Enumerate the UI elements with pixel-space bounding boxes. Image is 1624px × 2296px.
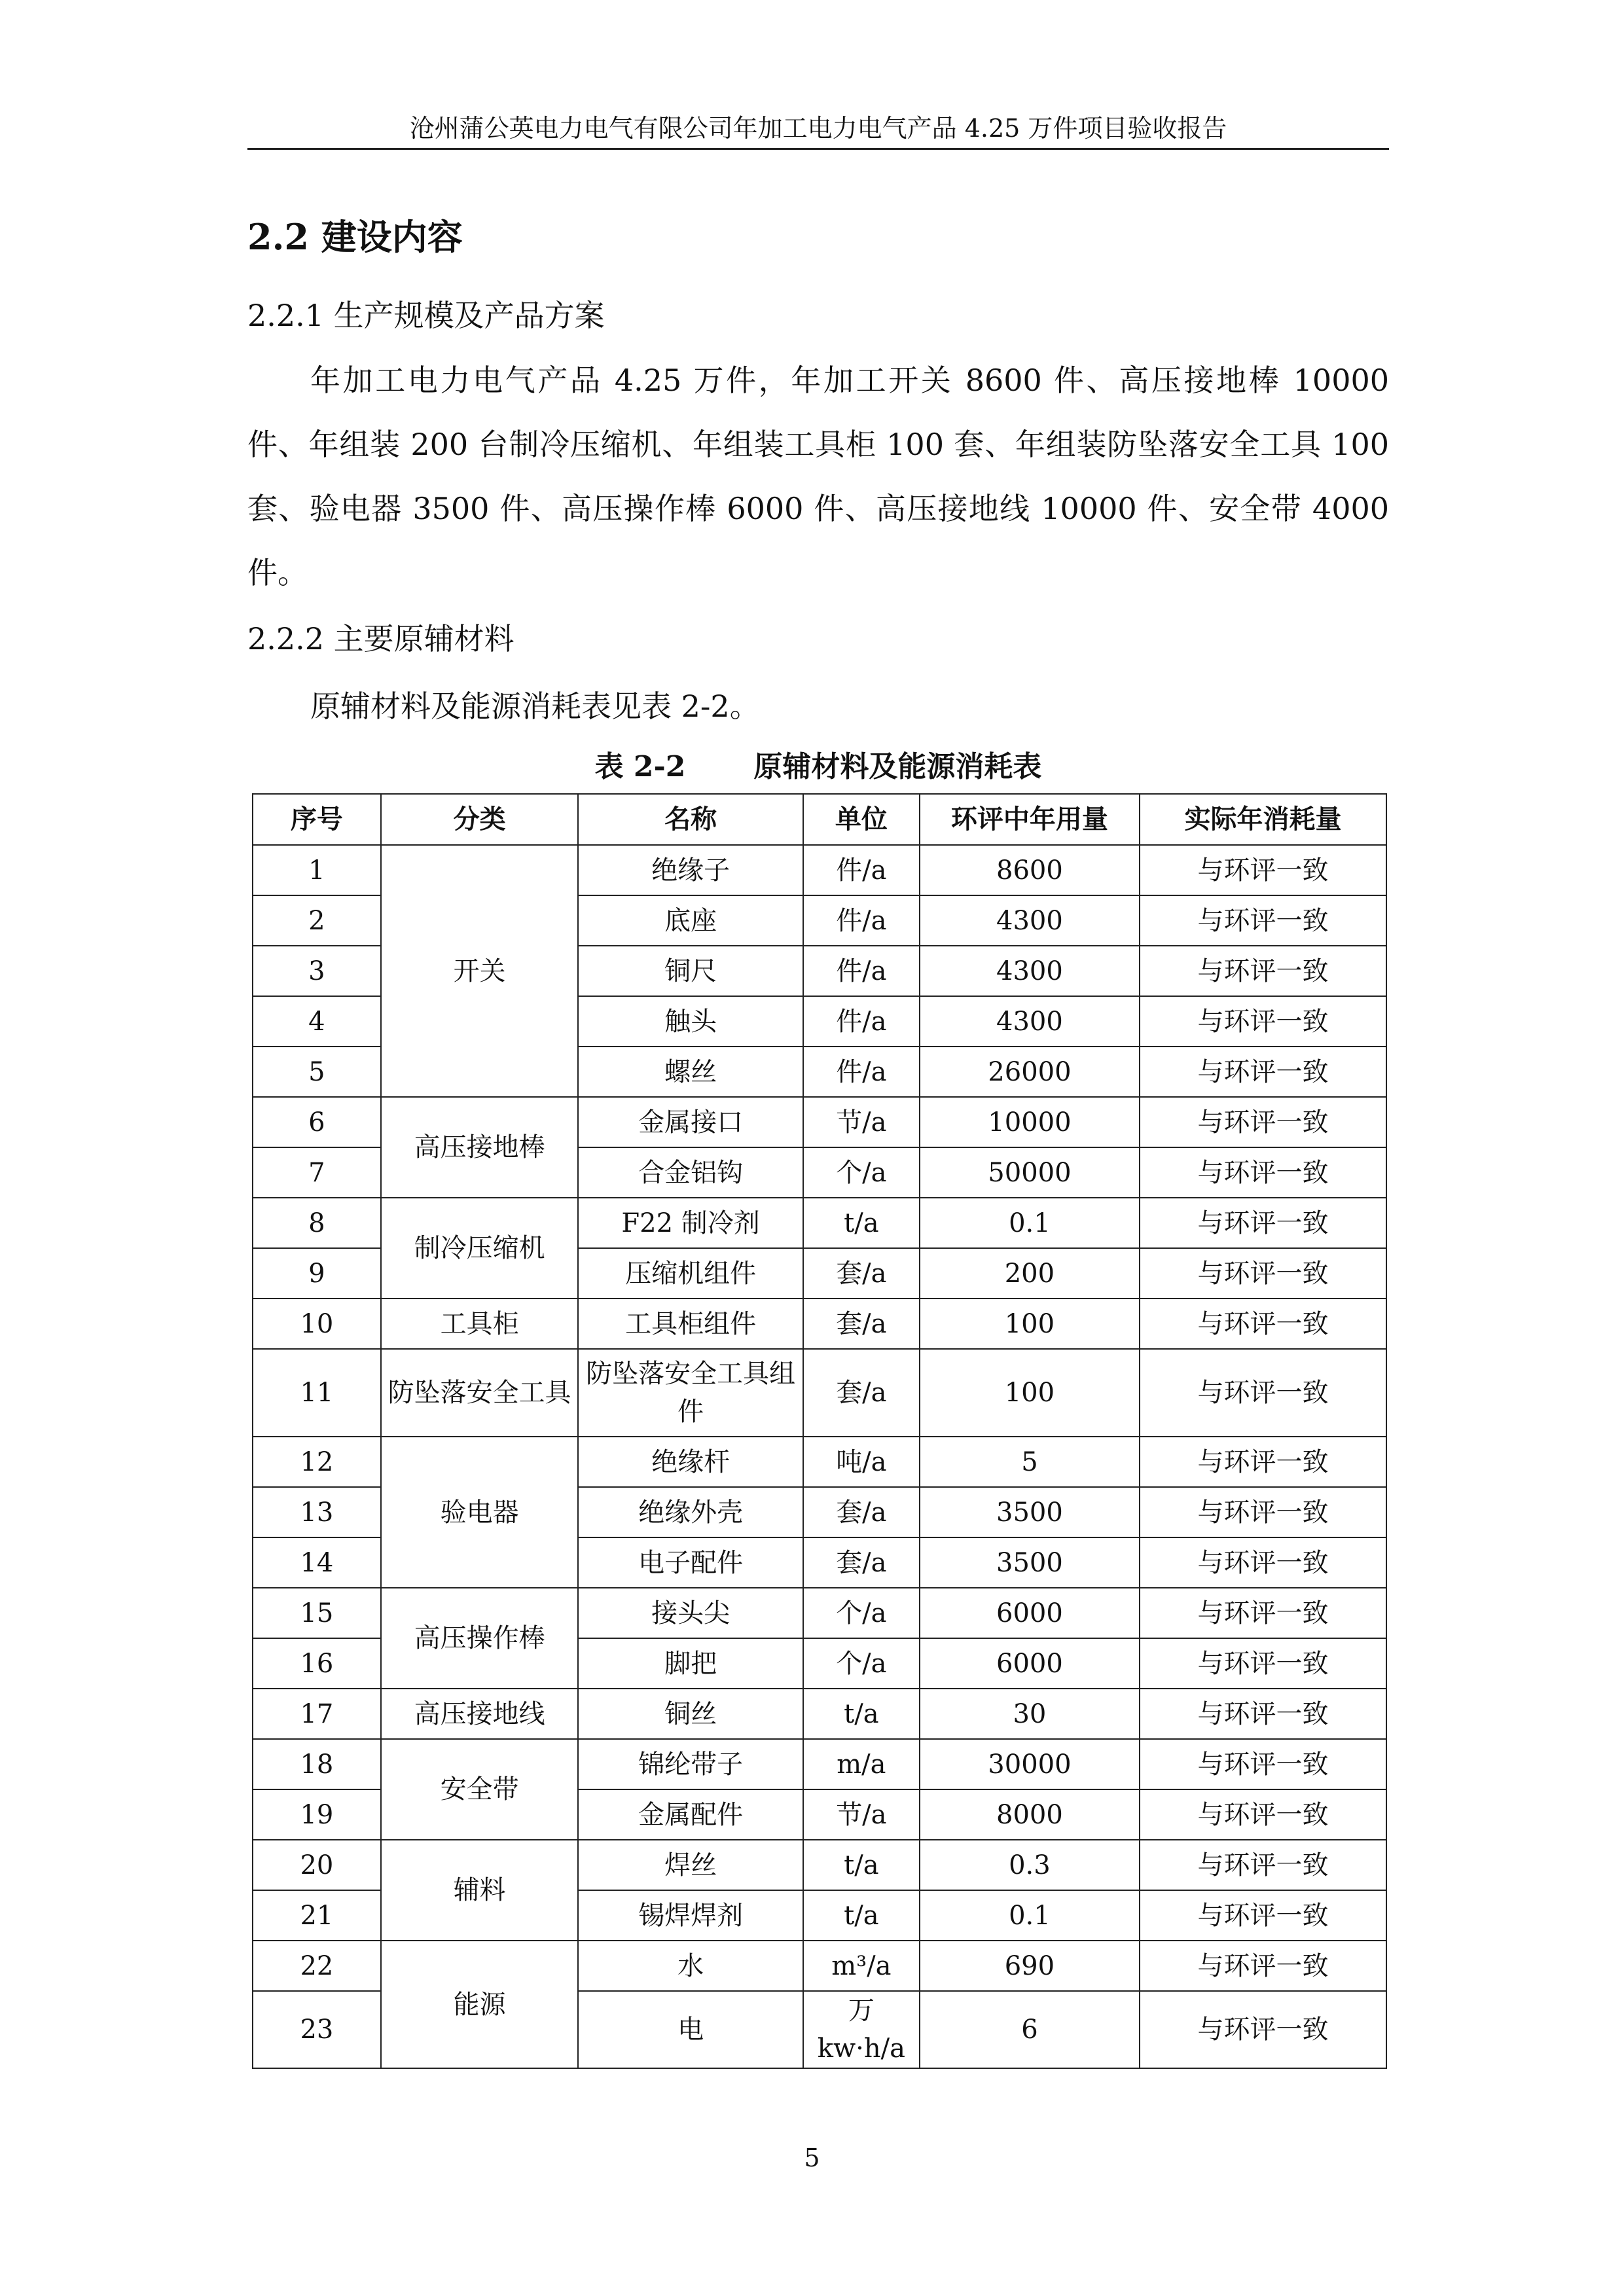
row-planned-amount: 4300 [920, 895, 1140, 946]
row-material-name: 接头尖 [578, 1588, 803, 1638]
row-planned-amount: 4300 [920, 996, 1140, 1047]
row-planned-amount: 0.1 [920, 1890, 1140, 1941]
row-actual-amount: 与环评一致 [1140, 1147, 1386, 1198]
row-number: 14 [253, 1537, 381, 1588]
row-unit: 件/a [803, 845, 920, 895]
subsection-heading-materials: 2.2.2 主要原辅材料 [247, 621, 514, 656]
row-category: 安全带 [381, 1739, 579, 1840]
subsection-heading-production: 2.2.1 生产规模及产品方案 [247, 298, 605, 333]
row-material-name: 脚把 [578, 1638, 803, 1689]
row-material-name: 螺丝 [578, 1047, 803, 1097]
row-actual-amount: 与环评一致 [1140, 1840, 1386, 1890]
row-planned-amount: 10000 [920, 1097, 1140, 1147]
row-planned-amount: 100 [920, 1349, 1140, 1437]
row-material-name: 铜尺 [578, 946, 803, 996]
row-material-name: F22 制冷剂 [578, 1198, 803, 1248]
row-actual-amount: 与环评一致 [1140, 946, 1386, 996]
row-category: 开关 [381, 845, 579, 1097]
row-planned-amount: 6000 [920, 1588, 1140, 1638]
table-row [253, 1349, 1386, 1437]
row-category: 验电器 [381, 1437, 579, 1588]
row-unit: 件/a [803, 996, 920, 1047]
row-planned-amount: 26000 [920, 1047, 1140, 1097]
row-category: 高压接地线 [381, 1689, 579, 1739]
row-material-name: 底座 [578, 895, 803, 946]
row-unit: 个/a [803, 1147, 920, 1198]
row-material-name: 焊丝 [578, 1840, 803, 1890]
column-header-category: 分类 [381, 794, 579, 845]
row-material-name: 水 [578, 1941, 803, 1991]
row-number: 16 [253, 1638, 381, 1689]
row-number: 22 [253, 1941, 381, 1991]
page-number: 5 [804, 2144, 820, 2172]
row-actual-amount: 与环评一致 [1140, 1588, 1386, 1638]
row-unit: 件/a [803, 946, 920, 996]
row-unit: 套/a [803, 1299, 920, 1349]
row-planned-amount: 3500 [920, 1537, 1140, 1588]
materials-table [252, 793, 1387, 2069]
row-material-name: 金属配件 [578, 1789, 803, 1840]
row-number: 17 [253, 1689, 381, 1739]
section-heading: 2.2 建设内容 [247, 216, 463, 258]
row-planned-amount: 100 [920, 1299, 1140, 1349]
row-unit: 套/a [803, 1537, 920, 1588]
row-unit: t/a [803, 1198, 920, 1248]
row-actual-amount: 与环评一致 [1140, 1487, 1386, 1537]
production-paragraph: 年加工电力电气产品 4.25 万件，年加工开关 8600 件、高压接地棒 10000 件、年组装 200 台制冷压缩机、年组装工具柜 100 套、年组装防坠落安全工具 100 套、验电器 3500 件、高压操作棒 6000 件、高压接地线 10000 件、安全带 4000 件。 [247, 363, 1389, 590]
row-actual-amount: 与环评一致 [1140, 1349, 1386, 1437]
table-caption-title: 原辅材料及能源消耗表 [753, 750, 1042, 783]
row-number: 10 [253, 1299, 381, 1349]
row-material-name: 锦纶带子 [578, 1739, 803, 1789]
row-number: 6 [253, 1097, 381, 1147]
row-unit: t/a [803, 1840, 920, 1890]
row-actual-amount: 与环评一致 [1140, 1437, 1386, 1487]
row-number: 12 [253, 1437, 381, 1487]
row-unit: m/a [803, 1739, 920, 1789]
row-unit: m³/a [803, 1941, 920, 1991]
row-material-name: 工具柜组件 [578, 1299, 803, 1349]
row-number: 7 [253, 1147, 381, 1198]
column-header-actual: 实际年消耗量 [1140, 794, 1386, 845]
row-unit: 件/a [803, 895, 920, 946]
row-planned-amount: 8600 [920, 845, 1140, 895]
row-number: 3 [253, 946, 381, 996]
row-actual-amount: 与环评一致 [1140, 845, 1386, 895]
row-number: 8 [253, 1198, 381, 1248]
table-row [253, 1941, 1386, 1991]
row-material-name: 合金铝钩 [578, 1147, 803, 1198]
row-category: 辅料 [381, 1840, 579, 1941]
row-planned-amount: 0.3 [920, 1840, 1140, 1890]
row-unit: t/a [803, 1890, 920, 1941]
row-actual-amount: 与环评一致 [1140, 1689, 1386, 1739]
row-material-name: 触头 [578, 996, 803, 1047]
row-number: 1 [253, 845, 381, 895]
column-header-name: 名称 [578, 794, 803, 845]
row-planned-amount: 30000 [920, 1739, 1140, 1789]
table-row [253, 1097, 1386, 1147]
row-actual-amount: 与环评一致 [1140, 1299, 1386, 1349]
row-material-name: 锡焊焊剂 [578, 1890, 803, 1941]
row-actual-amount: 与环评一致 [1140, 1537, 1386, 1588]
table-caption-number: 表 2-2 [594, 750, 686, 783]
row-unit: 件/a [803, 1047, 920, 1097]
row-actual-amount: 与环评一致 [1140, 1991, 1386, 2068]
row-planned-amount: 0.1 [920, 1198, 1140, 1248]
row-number: 4 [253, 996, 381, 1047]
table-row [253, 1299, 1386, 1349]
row-actual-amount: 与环评一致 [1140, 1739, 1386, 1789]
row-material-name: 压缩机组件 [578, 1248, 803, 1299]
row-material-name: 绝缘子 [578, 845, 803, 895]
row-number: 20 [253, 1840, 381, 1890]
row-planned-amount: 200 [920, 1248, 1140, 1299]
row-planned-amount: 50000 [920, 1147, 1140, 1198]
row-category: 防坠落安全工具 [381, 1349, 579, 1437]
row-material-name: 绝缘杆 [578, 1437, 803, 1487]
row-actual-amount: 与环评一致 [1140, 1097, 1386, 1147]
row-unit: 个/a [803, 1588, 920, 1638]
row-material-name: 绝缘外壳 [578, 1487, 803, 1537]
row-category: 高压操作棒 [381, 1588, 579, 1689]
row-unit: 节/a [803, 1097, 920, 1147]
header-divider [247, 148, 1389, 150]
row-actual-amount: 与环评一致 [1140, 1890, 1386, 1941]
row-planned-amount: 4300 [920, 946, 1140, 996]
row-planned-amount: 5 [920, 1437, 1140, 1487]
row-planned-amount: 690 [920, 1941, 1140, 1991]
row-planned-amount: 6 [920, 1991, 1140, 2068]
column-header-unit: 单位 [803, 794, 920, 845]
row-actual-amount: 与环评一致 [1140, 996, 1386, 1047]
row-actual-amount: 与环评一致 [1140, 1789, 1386, 1840]
row-material-name: 金属接口 [578, 1097, 803, 1147]
row-number: 23 [253, 1991, 381, 2068]
row-actual-amount: 与环评一致 [1140, 1638, 1386, 1689]
table-row [253, 1588, 1386, 1638]
row-unit: 吨/a [803, 1437, 920, 1487]
row-number: 5 [253, 1047, 381, 1097]
row-planned-amount: 6000 [920, 1638, 1140, 1689]
table-caption [247, 746, 1389, 788]
row-number: 21 [253, 1890, 381, 1941]
row-actual-amount: 与环评一致 [1140, 1047, 1386, 1097]
row-unit: 万 kw·h/a [803, 1991, 920, 2068]
row-unit: 套/a [803, 1248, 920, 1299]
row-number: 13 [253, 1487, 381, 1537]
row-planned-amount: 3500 [920, 1487, 1140, 1537]
column-header-no: 序号 [253, 794, 381, 845]
row-actual-amount: 与环评一致 [1140, 1941, 1386, 1991]
table-row [253, 845, 1386, 895]
row-material-name: 电 [578, 1991, 803, 2068]
table-row [253, 1198, 1386, 1248]
row-planned-amount: 8000 [920, 1789, 1140, 1840]
row-unit: 个/a [803, 1638, 920, 1689]
row-category: 能源 [381, 1941, 579, 2068]
row-unit: 套/a [803, 1487, 920, 1537]
row-actual-amount: 与环评一致 [1140, 895, 1386, 946]
row-number: 19 [253, 1789, 381, 1840]
table-row [253, 1437, 1386, 1487]
row-number: 9 [253, 1248, 381, 1299]
row-category: 高压接地棒 [381, 1097, 579, 1198]
row-number: 18 [253, 1739, 381, 1789]
row-unit: 节/a [803, 1789, 920, 1840]
row-category: 工具柜 [381, 1299, 579, 1349]
materials-paragraph: 原辅材料及能源消耗表见表 2-2。 [310, 689, 760, 724]
row-planned-amount: 30 [920, 1689, 1140, 1739]
table-header-row [253, 794, 1386, 845]
running-header: 沧州蒲公英电力电气有限公司年加工电力电气产品 4.25 万件项目验收报告 [409, 114, 1227, 143]
row-material-name: 防坠落安全工具组件 [578, 1349, 803, 1437]
row-material-name: 铜丝 [578, 1689, 803, 1739]
row-actual-amount: 与环评一致 [1140, 1248, 1386, 1299]
row-unit: 套/a [803, 1349, 920, 1437]
row-number: 15 [253, 1588, 381, 1638]
table-row [253, 1689, 1386, 1739]
table-body [253, 845, 1386, 2068]
table-row [253, 1739, 1386, 1789]
row-actual-amount: 与环评一致 [1140, 1198, 1386, 1248]
column-header-planned: 环评中年用量 [920, 794, 1140, 845]
row-number: 11 [253, 1349, 381, 1437]
row-material-name: 电子配件 [578, 1537, 803, 1588]
row-unit: t/a [803, 1689, 920, 1739]
table-row [253, 1840, 1386, 1890]
row-number: 2 [253, 895, 381, 946]
row-category: 制冷压缩机 [381, 1198, 579, 1299]
